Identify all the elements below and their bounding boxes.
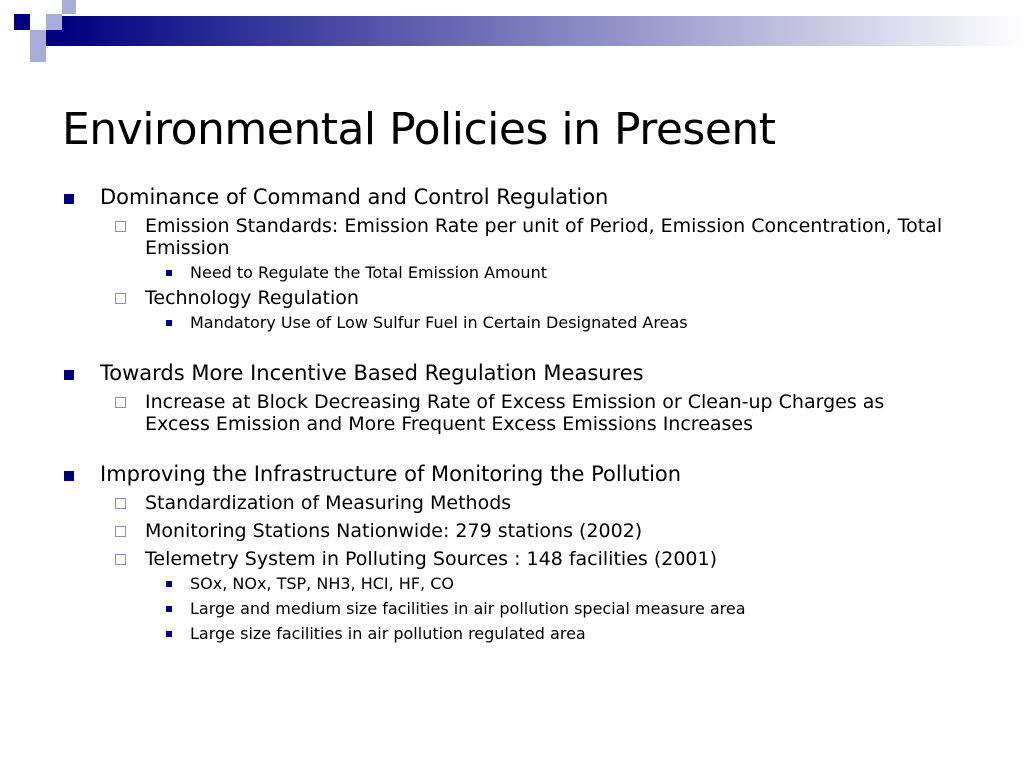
bullet-text: Large and medium size facilities in air pollution special measure area	[190, 599, 746, 618]
small-square-bullet-icon	[166, 581, 172, 587]
bullet-text: Need to Regulate the Total Emission Amount	[190, 263, 547, 282]
header-gradient-bar	[62, 16, 1024, 46]
bullet-text: Technology Regulation	[145, 287, 359, 309]
small-square-bullet-icon	[166, 631, 172, 637]
square-bullet-icon	[64, 194, 74, 204]
deco-square-light-1	[46, 14, 62, 30]
bullet-l3	[190, 262, 950, 284]
square-bullet-icon	[64, 471, 74, 481]
bullet-l2	[145, 492, 945, 514]
deco-square-light-4	[62, 0, 76, 14]
bullet-text: Telemetry System in Polluting Sources : 148 facilities (2001)	[145, 548, 717, 570]
deco-square-dark-2	[46, 30, 62, 46]
bullet-text: Large size facilities in air pollution regulated area	[190, 624, 586, 643]
small-square-bullet-icon	[166, 606, 172, 612]
bullet-l2	[145, 391, 945, 435]
bullet-text: Mandatory Use of Low Sulfur Fuel in Certain Designated Areas	[190, 313, 688, 332]
hollow-square-bullet-icon	[115, 526, 126, 537]
slide-content	[0, 184, 1024, 645]
small-square-bullet-icon	[166, 270, 172, 276]
square-bullet-icon	[64, 370, 74, 380]
bullet-text: Dominance of Command and Control Regulation	[100, 185, 609, 209]
bullet-l2	[145, 287, 945, 309]
bullet-text: SOx, NOx, TSP, NH3, HCI, HF, CO	[190, 574, 454, 593]
bullet-text: Towards More Incentive Based Regulation Measures	[100, 361, 644, 385]
header-decoration	[0, 0, 1024, 64]
bullet-l1	[100, 461, 960, 487]
bullet-l3	[190, 598, 950, 620]
small-square-bullet-icon	[166, 320, 172, 326]
hollow-square-bullet-icon	[115, 498, 126, 509]
slide-title: Environmental Policies in Present	[62, 104, 776, 155]
bullet-l3	[190, 312, 950, 334]
bullet-l2	[145, 548, 945, 570]
bullet-l2	[145, 520, 945, 542]
hollow-square-bullet-icon	[115, 397, 126, 408]
bullet-l3	[190, 573, 950, 595]
bullet-text: Emission Standards: Emission Rate per unit of Period, Emission Concentration, Total Emission	[145, 215, 943, 259]
hollow-square-bullet-icon	[115, 221, 126, 232]
bullet-text: Increase at Block Decreasing Rate of Excess Emission or Clean-up Charges as Excess Emission and More Frequent Excess Emissions Increases	[145, 391, 885, 435]
bullet-l1	[100, 184, 960, 210]
deco-square-light-3	[30, 46, 46, 62]
bullet-l3	[190, 623, 950, 645]
deco-square-dark-1	[14, 14, 30, 30]
bullet-text: Standardization of Measuring Methods	[145, 492, 512, 514]
deco-square-light-2	[30, 30, 46, 46]
hollow-square-bullet-icon	[115, 293, 126, 304]
hollow-square-bullet-icon	[115, 554, 126, 565]
bullet-text: Monitoring Stations Nationwide: 279 stations (2002)	[145, 520, 643, 542]
bullet-l2	[145, 215, 945, 259]
bullet-l1	[100, 360, 960, 386]
bullet-text: Improving the Infrastructure of Monitoring the Pollution	[100, 462, 682, 486]
